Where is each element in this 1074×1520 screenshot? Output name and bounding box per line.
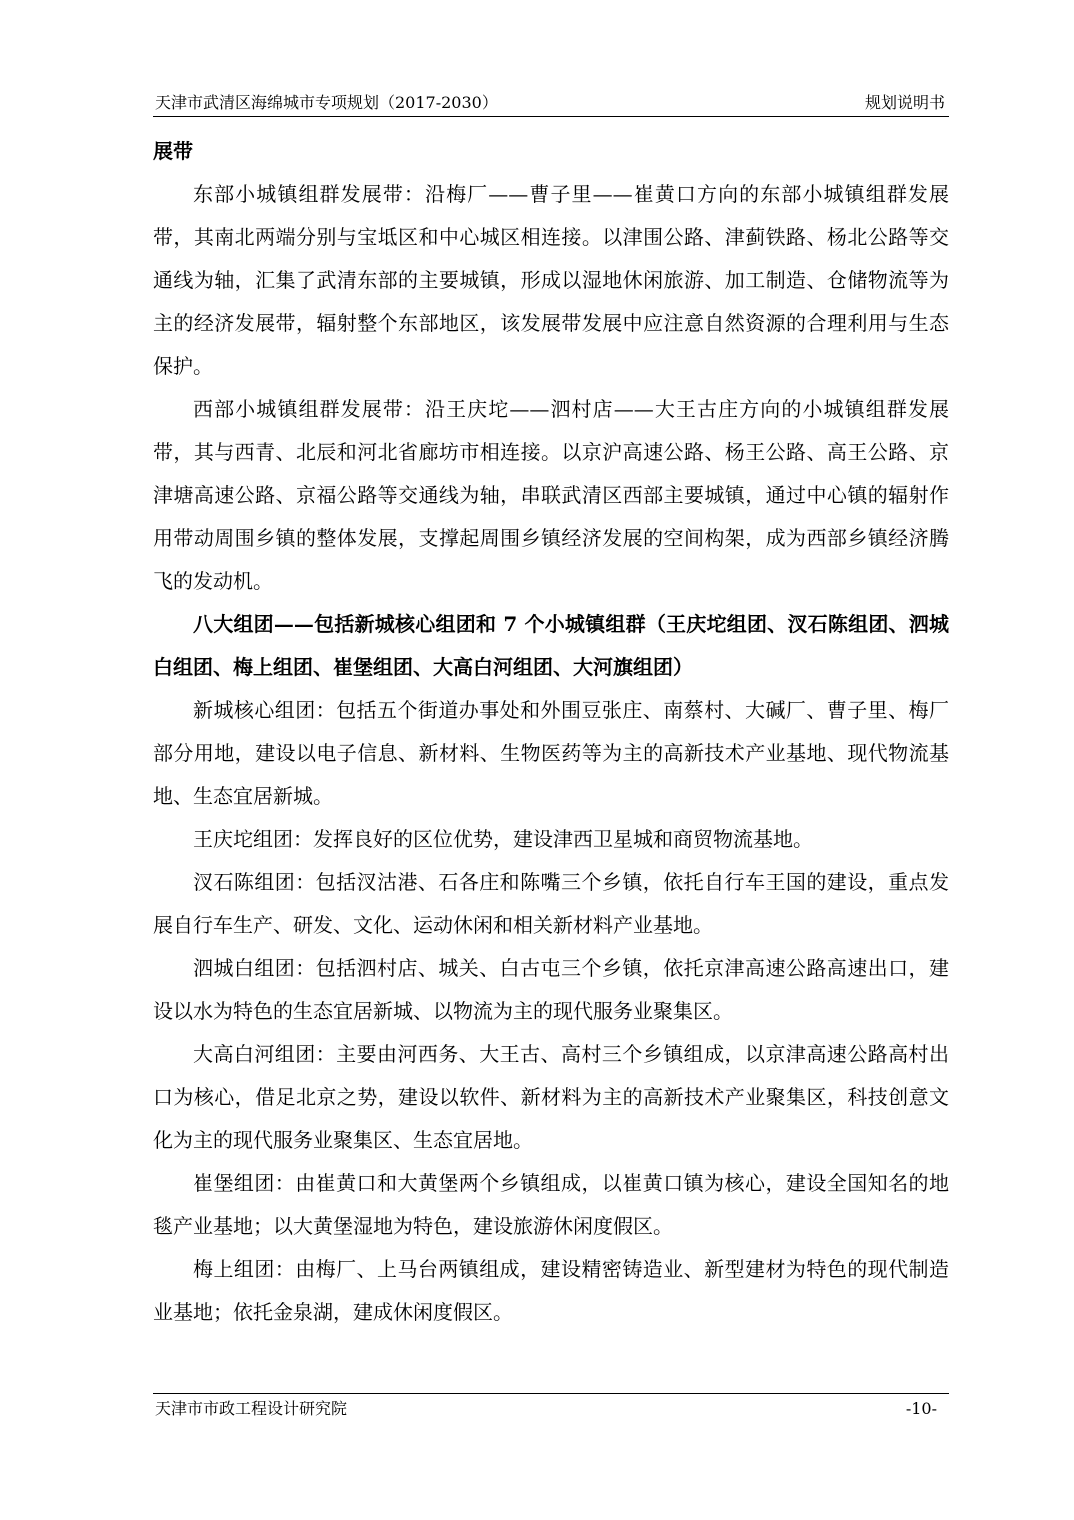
paragraph-chashichen: 汊石陈组团：包括汊沽港、石各庄和陈嘴三个乡镇，依托自行车王国的建设，重点发展自行车生产、研发、文化、运动休闲和相关新材料产业基地。 (153, 870, 949, 937)
paragraph-dagaobaihe: 大高白河组团：主要由河西务、大王古、高村三个乡镇组成，以京津高速公路高村出口为核心，借足北京之势，建设以软件、新材料为主的高新技术产业聚集区，科技创意文化为主的现代服务业聚集区、生态宜居地。 (153, 1042, 949, 1152)
organization-name: 天津市市政工程设计研究院 (155, 1399, 348, 1418)
page-content (153, 130, 949, 1334)
paragraph-west-belt: 西部小城镇组群发展带：沿王庆坨——泗村店——大王古庄方向的小城镇组群发展带，其与西青、北辰和河北省廊坊市相连接。以京沪高速公路、杨王公路、高王公路、京津塘高速公路、京福公路等交通线为轴，串联武清区西部主要城镇，通过中心镇的辐射作用带动周围乡镇的整体发展，支撑起周围乡镇经济发展的空间构架，成为西部乡镇经济腾飞的发动机。 (153, 397, 949, 593)
paragraph-cuibao: 崔堡组团：由崔黄口和大黄堡两个乡镇组成，以崔黄口镇为核心，建设全国知名的地毯产业基地；以大黄堡湿地为特色，建设旅游休闲度假区。 (153, 1171, 949, 1238)
page-header (153, 90, 949, 117)
document-section: 规划说明书 (864, 93, 945, 112)
page-footer (153, 1393, 949, 1424)
paragraph-wangqingtuo: 王庆坨组团：发挥良好的区位优势，建设津西卫星城和商贸物流基地。 (193, 827, 813, 851)
document-title: 天津市武清区海绵城市专项规划（2017-2030） (155, 93, 498, 112)
continued-heading: 展带 (153, 139, 193, 163)
section-heading-eight-groups: 八大组团——包括新城核心组团和 7 个小城镇组群（王庆坨组团、汊石陈组团、泗城白组团、梅上组团、崔堡组团、大高白河组团、大河旗组团） (153, 612, 949, 679)
page-number: -10- (905, 1399, 937, 1418)
paragraph-east-belt: 东部小城镇组群发展带：沿梅厂——曹子里——崔黄口方向的东部小城镇组群发展带，其南北两端分别与宝坻区和中心城区相连接。以津围公路、津蓟铁路、杨北公路等交通线为轴，汇集了武清东部的主要城镇，形成以湿地休闲旅游、加工制造、仓储物流等为主的经济发展带，辐射整个东部地区，该发展带发展中应注意自然资源的合理利用与生态保护。 (153, 182, 949, 378)
paragraph-meishang: 梅上组团：由梅厂、上马台两镇组成，建设精密铸造业、新型建材为特色的现代制造业基地；依托金泉湖，建成休闲度假区。 (153, 1257, 949, 1324)
paragraph-new-city-core: 新城核心组团：包括五个街道办事处和外围豆张庄、南蔡村、大碱厂、曹子里、梅厂部分用地，建设以电子信息、新材料、生物医药等为主的高新技术产业基地、现代物流基地、生态宜居新城。 (153, 698, 949, 808)
paragraph-sichengbai: 泗城白组团：包括泗村店、城关、白古屯三个乡镇，依托京津高速公路高速出口，建设以水为特色的生态宜居新城、以物流为主的现代服务业聚集区。 (153, 956, 949, 1023)
